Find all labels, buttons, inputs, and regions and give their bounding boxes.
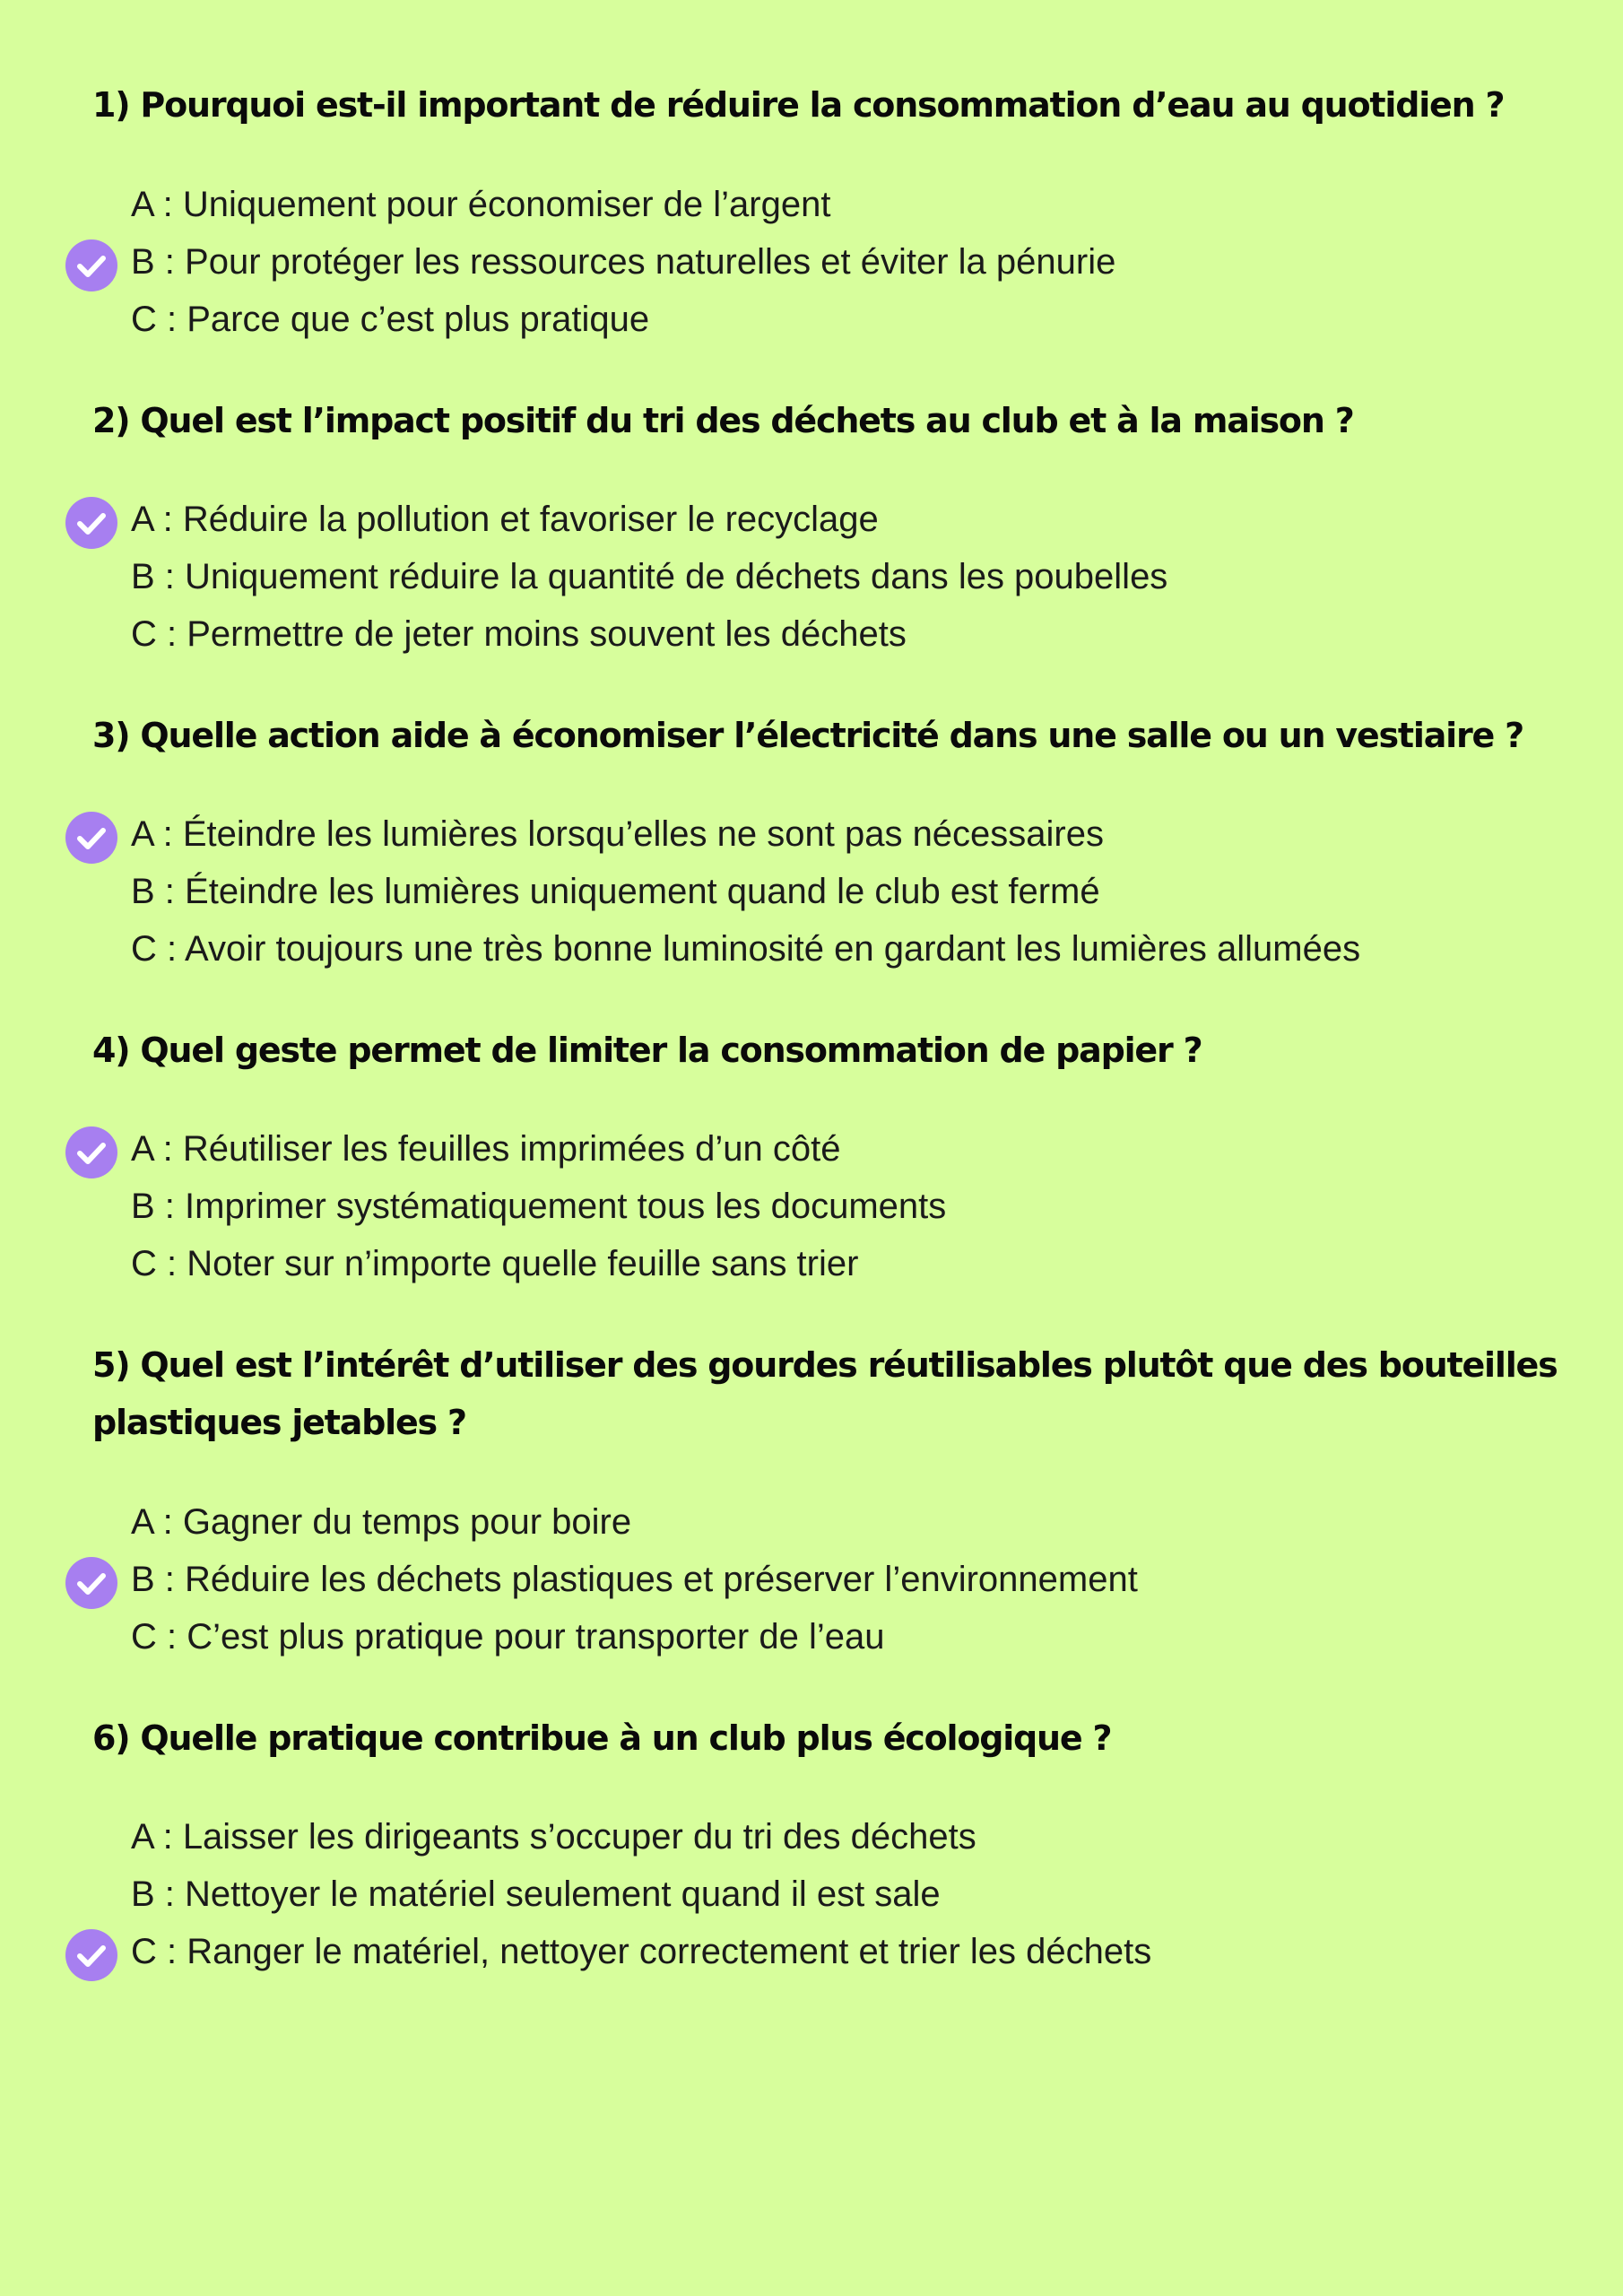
question-5-title: 5) Quel est l’intérêt d’utiliser des gourdes réutilisables plutôt que des bouteilles plastiques jetables ? (92, 1345, 1558, 1442)
question-3-answer-a: A : Éteindre les lumières lorsqu’elles ne sont pas nécessaires (131, 814, 1104, 854)
question-2-answer-b: B : Uniquement réduire la quantité de déchets dans les poubelles (131, 557, 1168, 596)
question-3-answer-b: B : Éteindre les lumières uniquement quand le club est fermé (131, 872, 1100, 911)
check-circle-icon (65, 1929, 117, 1981)
question-4-answer-a: A : Réutiliser les feuilles imprimées d’un côté (131, 1129, 841, 1169)
check-circle-icon (65, 1126, 117, 1178)
question-5-answer-a: A : Gagner du temps pour boire (131, 1502, 632, 1542)
question-6-answer-a: A : Laisser les dirigeants s’occuper du tri des déchets (131, 1817, 976, 1857)
question-2-answer-c: C : Permettre de jeter moins souvent les déchets (131, 614, 907, 654)
question-1-title: 1) Pourquoi est-il important de réduire la consommation d’eau au quotidien ? (92, 85, 1505, 125)
question-4-answer-c: C : Noter sur n’importe quelle feuille sans trier (131, 1244, 859, 1283)
check-circle-icon (65, 1557, 117, 1609)
question-3-answer-c: C : Avoir toujours une très bonne luminosité en gardant les lumières allumées (131, 929, 1361, 969)
check-circle-icon (65, 239, 117, 291)
question-2-title: 2) Quel est l’impact positif du tri des déchets au club et à la maison ? (92, 401, 1354, 440)
question-4-answer-b: B : Imprimer systématiquement tous les documents (131, 1187, 947, 1226)
question-2-answer-a: A : Réduire la pollution et favoriser le recyclage (131, 500, 879, 539)
check-circle-icon (65, 497, 117, 549)
question-6-answer-b: B : Nettoyer le matériel seulement quand il est sale (131, 1874, 941, 1914)
check-circle-icon (65, 812, 117, 864)
question-1-answer-b: B : Pour protéger les ressources naturelles et éviter la pénurie (131, 242, 1116, 282)
question-3-title: 3) Quelle action aide à économiser l’électricité dans une salle ou un vestiaire ? (92, 716, 1523, 755)
question-1-answer-a: A : Uniquement pour économiser de l’argent (131, 185, 831, 224)
question-5-answer-b: B : Réduire les déchets plastiques et préserver l’environnement (131, 1560, 1138, 1599)
question-1-answer-c: C : Parce que c’est plus pratique (131, 300, 650, 339)
question-6-answer-c: C : Ranger le matériel, nettoyer correctement et trier les déchets (131, 1932, 1152, 1971)
question-5-answer-c: C : C’est plus pratique pour transporter de l’eau (131, 1617, 885, 1657)
question-6-title: 6) Quelle pratique contribue à un club plus écologique ? (92, 1718, 1112, 1758)
question-4-title: 4) Quel geste permet de limiter la consommation de papier ? (92, 1031, 1202, 1070)
